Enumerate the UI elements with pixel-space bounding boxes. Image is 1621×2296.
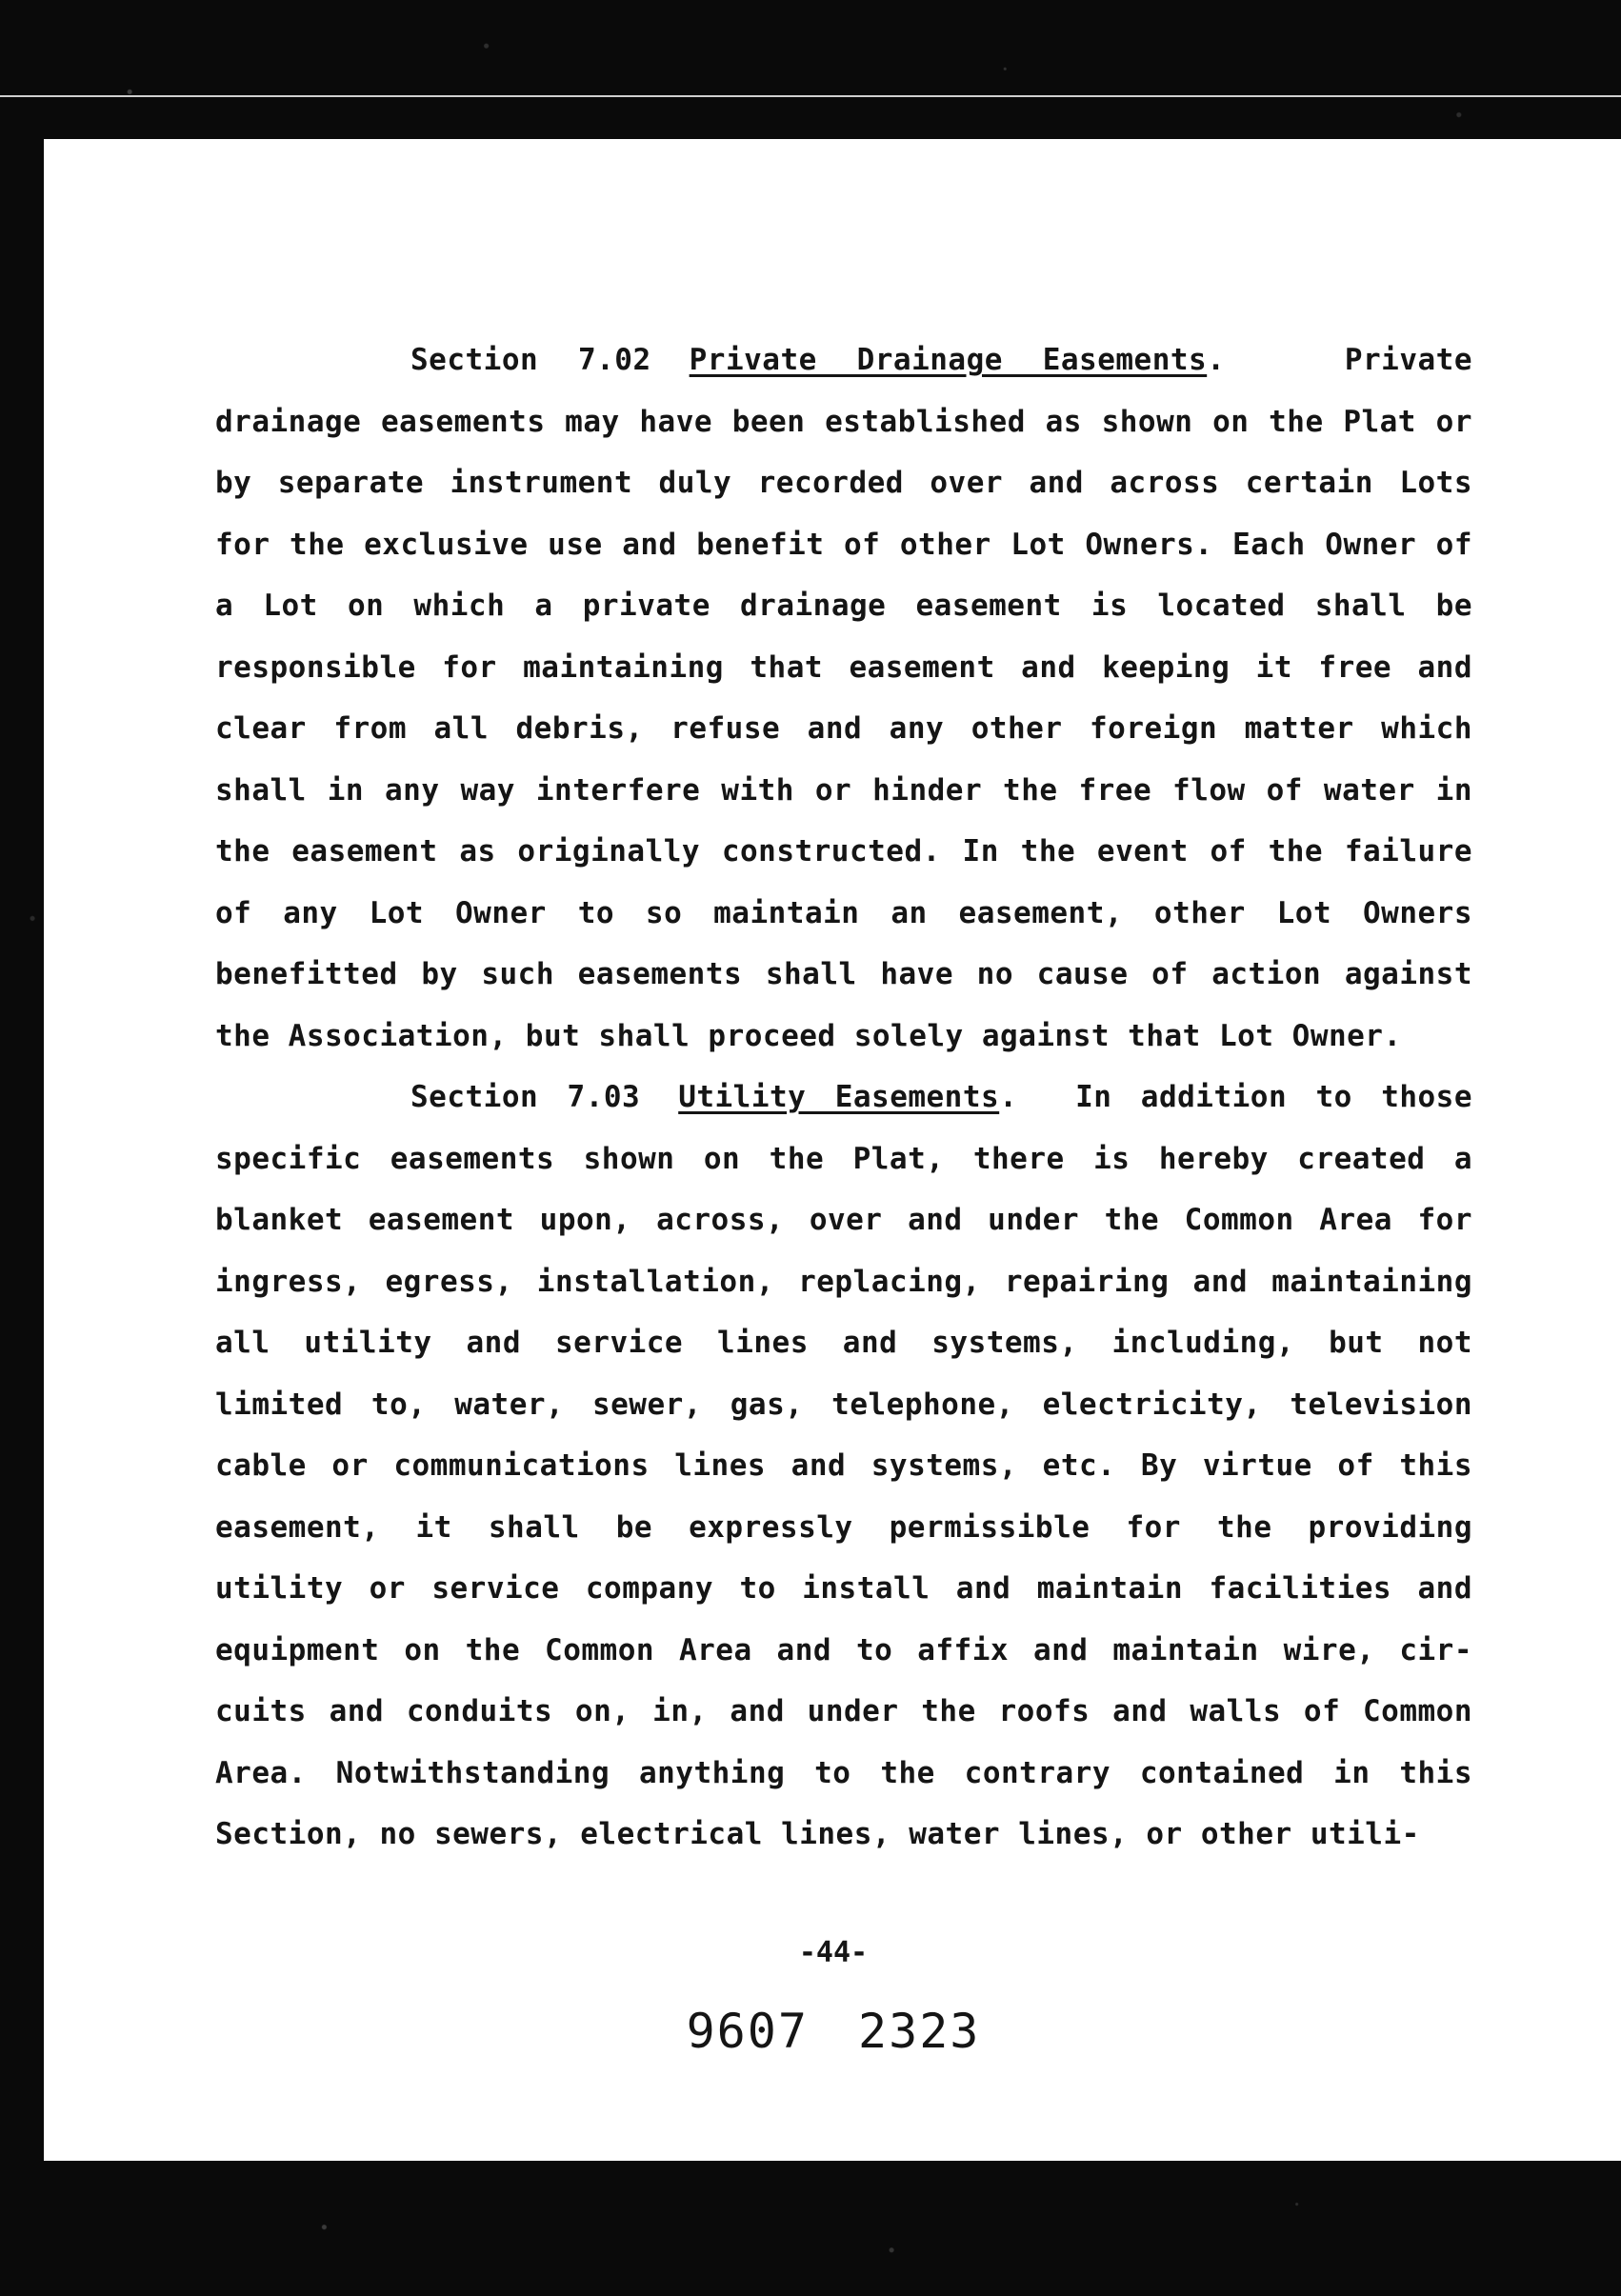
section-7-03: Section 7.03 Utility Easements. In addition to those specific easements shown on the Plat, there is hereby created a blanket easement upon, across, over and under the Common Area for ingress, egress, installation, replacing, repairing and maintaining all utility and service lines and systems, including, but not limited to, water, sewer, gas, telephone, electricity, television cable or communications lines and systems, etc. By virtue of this easement, it shall be expressly permissible for the providing utility or service company to install and maintain facilities and equipment on the Common Area and to affix and maintain wire, cir- cuits and conduits on, in, and under the roofs and walls of Common Area. Notwithstanding anything to the contrary contained in this Section, no sewers, electrical lines, water lines, or other utili-	[215, 1080, 1473, 1851]
document-body	[215, 329, 1472, 1866]
section-body: In addition to those specific easements shown on the Plat, there is hereby created a blanket easement upon, across, over and under the Common Area for ingress, egress, installation, replacing, repairing and maintaining all utility and service lines and systems, including, but not limited to, water, sewer, gas, telephone, electricity, television cable or communications lines and systems, etc. By virtue of this easement, it shall be expressly permissible for the providing utility or service company to install and maintain facilities and equipment on the Common Area and to affix and maintain wire, cir- cuits and conduits on, in, and under the roofs and walls of Common Area. Notwithstanding anything to the contrary contained in this Section, no sewers, electrical lines, water lines, or other utili-	[215, 1080, 1473, 1851]
document-id-stamp	[44, 2004, 1621, 2059]
doc-id-part: 2323	[858, 2004, 981, 2059]
section-title: Private Drainage Easements	[689, 343, 1208, 377]
section-title: Utility Easements	[678, 1080, 1000, 1114]
document-page	[44, 139, 1621, 2161]
section-number: Section 7.03	[410, 1080, 641, 1114]
section-7-02: Section 7.02 Private Drainage Easements. Private drainage easements may have been established as shown on the Plat or by separate instrument duly recorded over and across certain Lots for the exclusive use and benefit of other Lot Owners. Each Owner of a Lot on which a private drainage easement is located shall be responsible for maintaining that easement and keeping it free and clear from all debris, refuse and any other foreign matter which shall in any way interfere with or hinder the free flow of water in the easement as originally constructed. In the event of the failure of any Lot Owner to so maintain an easement, other Lot Owners benefitted by such easements shall have no cause of action against the Association, but shall proceed solely against that Lot Owner.	[215, 343, 1472, 1053]
section-number: Section 7.02	[410, 343, 651, 377]
section-body: Private drainage easements may have been established as shown on the Plat or by separate instrument duly recorded over and across certain Lots for the exclusive use and benefit of other Lot Owners. Each Owner of a Lot on which a private drainage easement is located shall be responsible for maintaining that easement and keeping it free and clear from all debris, refuse and any other foreign matter which shall in any way interfere with or hinder the free flow of water in the easement as originally constructed. In the event of the failure of any Lot Owner to so maintain an easement, other Lot Owners benefitted by such easements shall have no cause of action against the Association, but shall proceed solely against that Lot Owner.	[215, 343, 1472, 1053]
scan-edge-line	[0, 95, 1621, 97]
doc-id-part: 9607	[686, 2004, 809, 2059]
page-number: -44-	[798, 1936, 869, 1969]
